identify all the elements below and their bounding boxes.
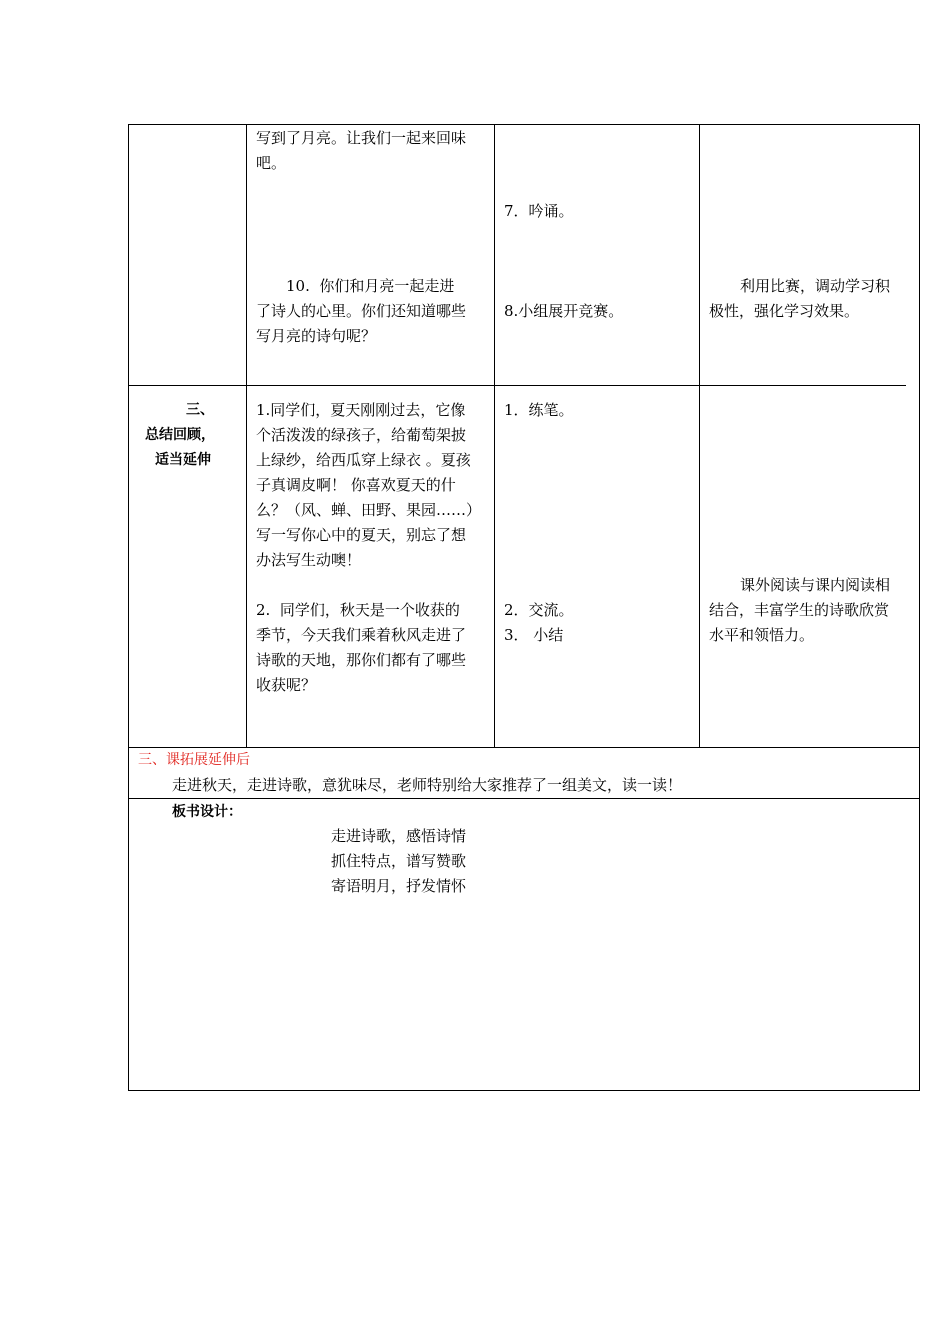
board-line: 寄语明月，抒发情怀 bbox=[331, 877, 467, 895]
purpose-line: 利用比赛，调动学习积 bbox=[740, 277, 891, 295]
content-line: 写月亮的诗句呢？ bbox=[256, 327, 377, 345]
purpose-line: 极性，强化学习效果。 bbox=[709, 302, 860, 320]
extension-text: 走进秋天，走进诗歌，意犹味尽，老师特别给大家推荐了一组美文，读一读！ bbox=[172, 776, 683, 794]
content-line: 10. 你们和月亮一起走进 bbox=[286, 277, 455, 295]
content-line: 子真调皮啊！ 你喜欢夏天的什 bbox=[256, 476, 456, 494]
content-line: 1.同学们，夏天刚刚过去，它像 bbox=[256, 401, 466, 419]
table-bottom-border bbox=[128, 1090, 920, 1091]
row-divider-3 bbox=[128, 798, 920, 799]
board-line: 抓住特点，谱写赞歌 bbox=[331, 852, 467, 870]
content-line: 诗歌的天地，那你们都有了哪些 bbox=[256, 651, 467, 669]
extension-heading: 三、课拓展延伸后 bbox=[138, 752, 250, 768]
board-line: 走进诗歌，感悟诗情 bbox=[331, 827, 467, 845]
stage-label: 适当延伸 bbox=[155, 452, 211, 468]
content-line: 2. 同学们，秋天是一个收获的 bbox=[256, 601, 460, 619]
student-activity: 8.小组展开竞赛。 bbox=[504, 302, 624, 320]
student-activity: 2．交流。 bbox=[504, 601, 574, 619]
student-activity: 1．练笔。 bbox=[504, 401, 574, 419]
content-line: 收获呢？ bbox=[256, 676, 317, 694]
stage-label: 三、 bbox=[186, 402, 214, 418]
column-divider-2 bbox=[494, 124, 495, 747]
table-left-border bbox=[128, 124, 129, 1090]
purpose-line: 水平和领悟力。 bbox=[709, 626, 815, 644]
column-divider-1 bbox=[246, 124, 247, 747]
stage-label: 总结回顾， bbox=[145, 427, 215, 443]
board-heading: 板书设计： bbox=[172, 804, 242, 820]
content-line: 个活泼泼的绿孩子，给葡萄架披 bbox=[256, 426, 467, 444]
content-line: 写一写你心中的夏天，别忘了想 bbox=[256, 526, 467, 544]
column-divider-3 bbox=[699, 124, 700, 747]
content-line: 了诗人的心里。你们还知道哪些 bbox=[256, 302, 467, 320]
row-divider-1 bbox=[128, 385, 906, 386]
content-line: 上绿纱，给西瓜穿上绿衣 。夏孩 bbox=[256, 451, 471, 469]
purpose-line: 课外阅读与课内阅读相 bbox=[740, 576, 891, 594]
content-line: 办法写生动噢！ bbox=[256, 551, 362, 569]
student-activity: 7．吟诵。 bbox=[504, 202, 574, 220]
student-activity: 3． 小结 bbox=[504, 626, 564, 644]
content-line: 吧。 bbox=[256, 154, 287, 172]
content-line: 么？（风、蝉、田野、果园……） bbox=[256, 501, 482, 519]
table-right-border bbox=[919, 124, 920, 1090]
content-line: 季节，今天我们乘着秋风走进了 bbox=[256, 626, 467, 644]
purpose-line: 结合，丰富学生的诗歌欣赏 bbox=[709, 601, 890, 619]
content-line: 写到了月亮。让我们一起来回味 bbox=[256, 129, 467, 147]
